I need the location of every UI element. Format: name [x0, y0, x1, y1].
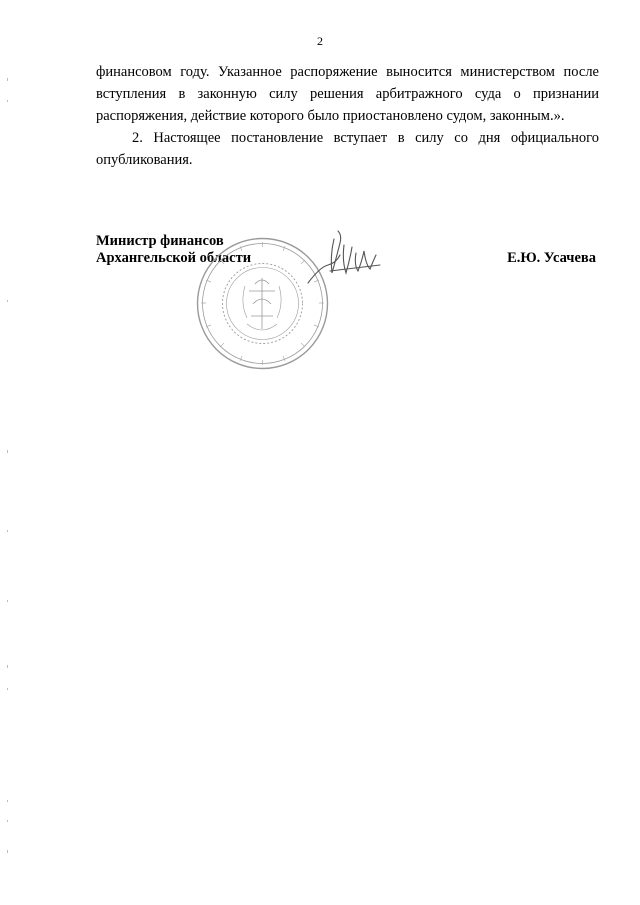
margin-marks	[6, 0, 10, 905]
signatory-name: Е.Ю. Усачева	[507, 250, 596, 266]
signatory-position-line1: Министр финансов	[96, 233, 224, 249]
signatory-position-line2: Архангельской области	[96, 250, 252, 266]
paragraph-effective-date: 2. Настоящее постановление вступает в силу со дня официального опубликования.	[96, 130, 599, 168]
paragraph-continuation: финансовом году. Указанное распоряжение выносится министерством после вступления в законную силу решения арбитражного суда о признании распоряжения, действие которого было приостановлено судом, законным.».	[96, 64, 599, 124]
page-number: 2	[317, 34, 323, 48]
handwritten-signature-icon	[300, 225, 390, 295]
